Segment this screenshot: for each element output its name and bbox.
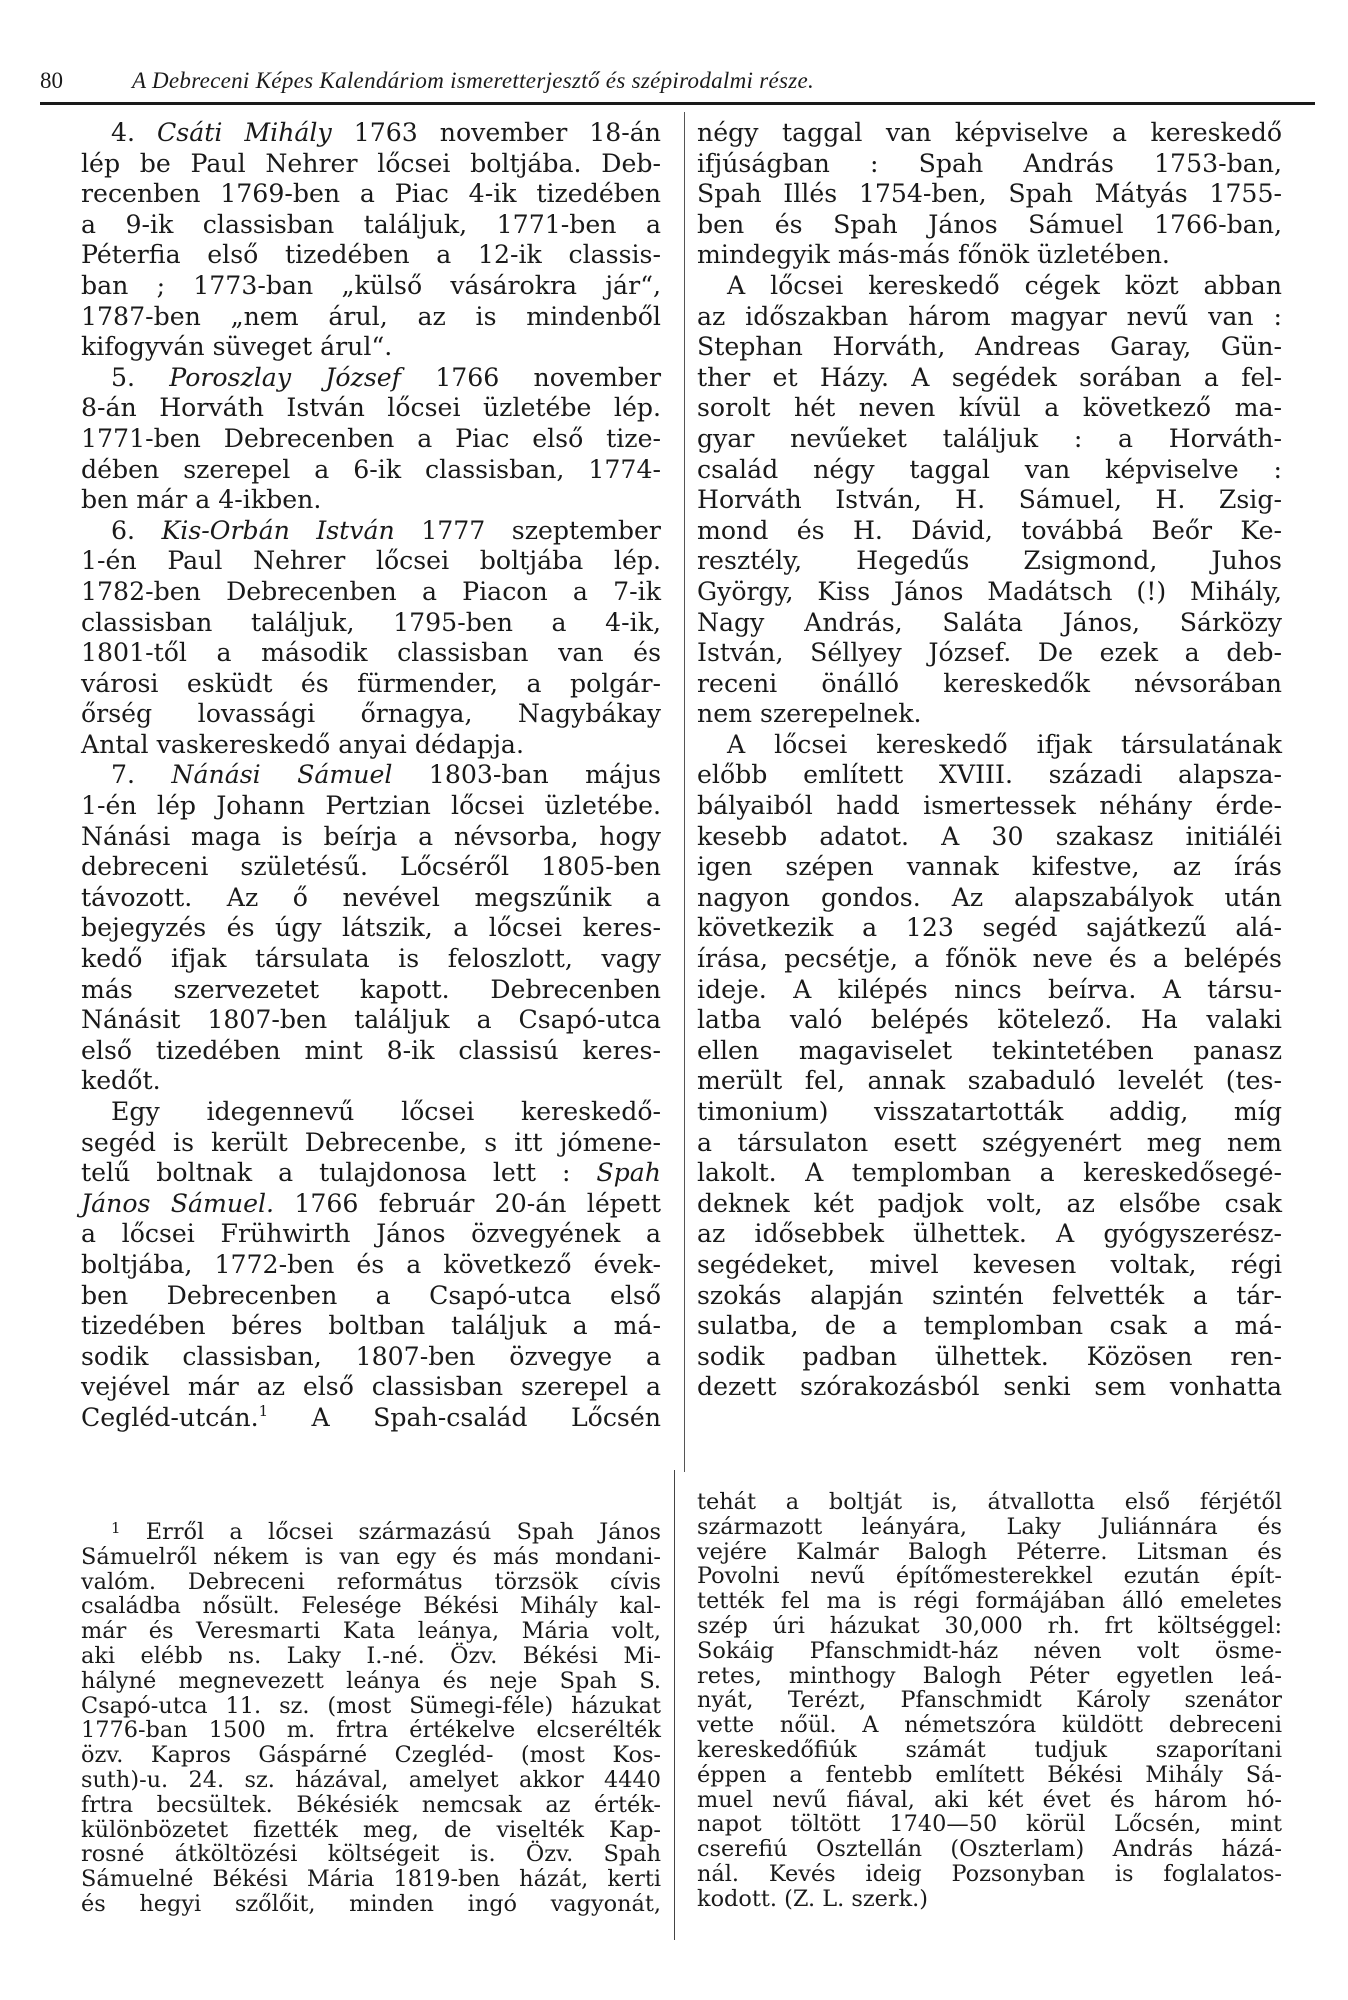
- text-run: Sámuelné Békési Mária 1819-ben házát, kerti: [81, 1866, 661, 1893]
- text-line: [81, 1005, 661, 1036]
- text-run: lép be Paul Nehrer lőcsei boltjába. Deb-: [81, 148, 661, 178]
- text-run: gyar nevűeket találjuk : a Horváth-: [697, 423, 1282, 453]
- italic-name: Kis-Orbán István: [161, 515, 395, 545]
- text-run: nagyon gondos. Az alapszabályok után: [697, 882, 1282, 912]
- text-run: családba nősült. Felesége Békési Mihály kal-: [81, 1593, 661, 1620]
- text-line: [81, 669, 661, 700]
- text-run: 1803-ban május: [392, 760, 662, 790]
- italic-name: János Sámuel.: [81, 1188, 275, 1218]
- text-line: [81, 149, 661, 180]
- text-run: Nánási maga is beírja a névsorba, hogy: [81, 821, 661, 851]
- text-run: ben Debrecenben a Csapó-utca első: [81, 1280, 661, 1310]
- text-line: [697, 1281, 1282, 1312]
- text-run: éppen a fentebb említett Békési Mihály Sá-: [697, 1761, 1282, 1788]
- text-line: [697, 424, 1282, 455]
- text-line: [697, 1219, 1282, 1250]
- text-run: a lőcsei Frühwirth János özvegyének a: [81, 1219, 661, 1249]
- text-run: telű boltnak a tulajdonosa lett :: [81, 1158, 597, 1188]
- text-line: [697, 1564, 1282, 1589]
- text-run: sorolt hét neven kívül a következő ma-: [697, 393, 1282, 423]
- text-run: sodik classisban, 1807-ben özvegye a: [81, 1341, 661, 1371]
- text-line: [697, 516, 1282, 547]
- text-line: [81, 1793, 661, 1818]
- text-line: [697, 1887, 1282, 1912]
- text-line: [81, 577, 661, 608]
- text-run: 1763 november 18-án: [331, 118, 661, 147]
- text-run: Egy idegennevű lőcsei kereskedő-: [111, 1097, 661, 1126]
- text-line: [81, 1594, 661, 1619]
- text-line: [697, 975, 1282, 1006]
- text-line: [81, 638, 661, 669]
- text-line: [81, 730, 661, 761]
- text-run: kesebb adatot. A 30 szakasz initiáléi: [697, 821, 1282, 851]
- text-line: [697, 883, 1282, 914]
- text-line: [81, 363, 661, 394]
- text-line: [697, 1515, 1282, 1540]
- text-run: 1766 február 20-án lépett: [274, 1188, 661, 1218]
- text-run: származott leányára, Laky Juliánnára és: [697, 1513, 1282, 1540]
- text-line: [81, 975, 661, 1006]
- text-run: receni önálló kereskedők névsorában: [697, 668, 1282, 698]
- text-run: classisban találjuk, 1795-ben a 4-ik,: [81, 607, 661, 637]
- text-run: az időszakban három magyar nevű van :: [697, 301, 1282, 331]
- text-run: Povolni nevű építőmesterekkel ezután épít-: [697, 1563, 1282, 1590]
- text-line: [81, 1281, 661, 1312]
- text-line: [81, 944, 661, 975]
- text-line: [81, 271, 661, 302]
- text-run: Nagy András, Saláta János, Sárközy: [697, 607, 1282, 637]
- text-line: [697, 944, 1282, 975]
- text-line: [697, 1066, 1282, 1097]
- text-line: [697, 1788, 1282, 1813]
- text-run: az idősebbek ülhettek. A gyógyszerész-: [697, 1219, 1282, 1249]
- text-line: [697, 1862, 1282, 1887]
- text-run: resztély, Hegedűs Zsigmond, Juhos: [697, 546, 1282, 576]
- text-run: ben már a 4-ikben.: [81, 485, 322, 515]
- text-run: kereskedőfiúk számát tudjuk szaporítani: [697, 1736, 1282, 1763]
- text-run: tették fel ma is régi formájában álló emeletes: [697, 1588, 1282, 1615]
- text-run: Stephan Horváth, Andreas Garay, Gün-: [697, 332, 1282, 362]
- text-line: [697, 455, 1282, 486]
- text-line: [697, 240, 1282, 271]
- text-line: [697, 546, 1282, 577]
- text-line: [81, 424, 661, 455]
- text-run: dezett szórakozásból senki sem vonhatta: [697, 1372, 1282, 1402]
- text-line: [81, 1311, 661, 1342]
- text-run: 1-én lép Johann Pertzian lőcsei üzletébe.: [81, 791, 661, 821]
- text-run: Sámuelről nékem is van egy és más mondani-: [81, 1543, 661, 1570]
- text-run: tizedében béres boltban találjuk a má-: [81, 1311, 661, 1341]
- text-line: [81, 1644, 661, 1669]
- text-run: 1776-ban 1500 m. frtra értékelve elcserélték: [81, 1717, 661, 1744]
- text-line: [81, 1036, 661, 1067]
- text-run: retes, minthogy Balogh Péter egyetlen leá-: [697, 1662, 1282, 1689]
- text-line: [697, 179, 1282, 210]
- text-run: Sokáig Pfanschmidt-ház néven volt ösme-: [697, 1637, 1282, 1664]
- text-run: ther et Házy. A segédek sorában a fel-: [697, 362, 1282, 392]
- text-run: 5.: [111, 362, 170, 392]
- text-run: 4.: [111, 118, 157, 147]
- text-run: és hegyi szőlőit, minden ingó vagyonát,: [81, 1890, 661, 1917]
- text-run: Antal vaskereskedő anyai dédapja.: [81, 729, 524, 759]
- text-line: [697, 669, 1282, 700]
- text-run: recenben 1769-ben a Piac 4-ik tizedében: [81, 179, 661, 209]
- text-run: muel nevű fiával, aki két évet és három hó-: [697, 1786, 1282, 1813]
- text-line: [81, 240, 661, 271]
- text-run: kedőt.: [81, 1066, 161, 1096]
- text-run: más szervezetet kapott. Debrecenben: [81, 974, 661, 1004]
- text-run: A Spah-család Lőcsén: [268, 1402, 661, 1432]
- text-run: ifjúságban : Spah András 1753-ban,: [697, 148, 1282, 178]
- text-run: 1777 szeptember: [394, 515, 661, 545]
- text-line: [81, 1718, 661, 1743]
- text-line: [697, 1036, 1282, 1067]
- text-line: [81, 1669, 661, 1694]
- footnote-column-divider: [674, 1470, 675, 1940]
- text-run: Péterfia első tizedében a 12-ik classis-: [81, 240, 661, 270]
- text-run: Spah Illés 1754-ben, Spah Mátyás 1755-: [697, 179, 1282, 209]
- text-run: vejére Kalmár Balogh Péterre. Litsman és: [697, 1538, 1282, 1565]
- text-line: [81, 1372, 661, 1403]
- text-line: [81, 1867, 661, 1892]
- text-line: [81, 1619, 661, 1644]
- text-run: Csapó-utca 11. sz. (most Sümegi-féle) házukat: [81, 1692, 661, 1719]
- text-line: [81, 1158, 661, 1189]
- text-line: [697, 913, 1282, 944]
- text-run: nyát, Terézt, Pfanschmidt Károly szenátor: [697, 1687, 1282, 1714]
- text-run: ben és Spah János Sámuel 1766-ban,: [697, 209, 1282, 239]
- text-run: segéd is került Debrecenbe, s itt jómene-: [81, 1127, 661, 1157]
- text-line: [697, 1664, 1282, 1689]
- text-run: Nánásit 1807-ben találjuk a Csapó-utca: [81, 1005, 661, 1035]
- left-column-body: [81, 118, 661, 1434]
- text-line: [81, 1694, 661, 1719]
- header-rule: [40, 102, 1315, 105]
- text-run: debreceni születésű. Lőcséről 1805-ben: [81, 852, 661, 882]
- text-run: rosné átköltözési költségeit is. Özv. Spah: [81, 1841, 661, 1868]
- text-line: [81, 455, 661, 486]
- text-run: nál. Kevés ideig Pozsonyban is foglalatos-: [697, 1860, 1282, 1887]
- text-run: mindegyik más-más főnök üzletében.: [697, 240, 1170, 270]
- column-divider: [684, 112, 685, 1472]
- text-line: [697, 363, 1282, 394]
- text-run: valóm. Debreceni református törzsök cívis: [81, 1568, 661, 1595]
- text-run: aki elébb ns. Laky I.-né. Özv. Békési Mi-: [81, 1642, 661, 1669]
- footnote-marker: 1: [258, 1401, 269, 1420]
- text-line: [697, 699, 1282, 730]
- text-run: latba való belépés kötelező. Ha valaki: [697, 1005, 1282, 1035]
- text-line: [697, 149, 1282, 180]
- text-run: 1766 november: [400, 362, 661, 392]
- text-run: különbözetet fizették meg, de viselték Kap-: [81, 1816, 661, 1843]
- text-run: városi esküdt és fürmender, a polgár-: [81, 668, 661, 698]
- text-line: [697, 1128, 1282, 1159]
- text-line: [697, 1372, 1282, 1403]
- italic-name: Spah: [596, 1158, 661, 1188]
- text-line: [81, 332, 661, 363]
- text-line: [697, 1589, 1282, 1614]
- text-run: első tizedében mint 8-ik classisú keres-: [81, 1035, 661, 1065]
- text-run: bályaiból hadd ismertessek néhány érde-: [697, 791, 1282, 821]
- text-line: [697, 393, 1282, 424]
- text-line: [81, 118, 661, 149]
- text-line: [81, 1097, 661, 1128]
- text-run: kedő ifjak társulata is feloszlott, vagy: [81, 944, 661, 974]
- text-line: [697, 1738, 1282, 1763]
- text-line: [81, 1545, 661, 1570]
- text-line: [81, 1219, 661, 1250]
- running-title: A Debreceni Képes Kalendáriom ismeretterjesztő és szépirodalmi része.: [132, 68, 815, 93]
- text-line: [81, 179, 661, 210]
- text-line: [81, 1342, 661, 1373]
- text-run: hályné megnevezett leánya és neje Spah S.: [81, 1667, 661, 1694]
- text-run: mond és H. Dávid, továbbá Beőr Ke-: [697, 515, 1282, 545]
- text-line: [81, 608, 661, 639]
- text-run: 1771-ben Debrecenben a Piac első tize-: [81, 423, 661, 453]
- text-line: [697, 608, 1282, 639]
- text-run: 1801-től a második classisban van és: [81, 638, 661, 668]
- text-run: ellen magaviselet tekintetében panasz: [697, 1035, 1282, 1065]
- text-line: [81, 699, 661, 730]
- text-run: már és Veresmarti Kata leánya, Mária volt,: [81, 1618, 661, 1645]
- text-line: [81, 1892, 661, 1917]
- text-line: [81, 546, 661, 577]
- text-run: ban ; 1773-ban „külső vásárokra jár“,: [81, 270, 661, 300]
- page-number: 80: [40, 68, 63, 93]
- italic-name: Nánási Sámuel: [171, 760, 393, 790]
- text-run: sodik padban ülhettek. Közösen ren-: [697, 1341, 1282, 1371]
- text-run: család négy taggal van képviselve :: [697, 454, 1282, 484]
- text-run: napot töltött 1740—50 körül Lőcsén, mint: [697, 1811, 1282, 1838]
- text-run: őrség lovassági őrnagya, Nagybákay: [81, 699, 661, 729]
- text-run: 8-án Horváth István lőcsei üzletébe lép.: [81, 393, 661, 423]
- text-run: frtra becsültek. Békésiék nemcsak az érték-: [81, 1791, 661, 1818]
- text-line: [81, 822, 661, 853]
- text-run: kodott. (Z. L. szerk.): [697, 1885, 928, 1912]
- text-run: szép úri házukat 30,000 rh. frt költséggel:: [697, 1612, 1282, 1639]
- text-run: vette nőül. A németszóra küldött debreceni: [697, 1712, 1282, 1739]
- text-line: [697, 1614, 1282, 1639]
- text-run: előbb említett XVIII. századi alapsza-: [697, 760, 1282, 790]
- text-line: [81, 210, 661, 241]
- text-line: [697, 577, 1282, 608]
- text-run: 1-én Paul Nehrer lőcsei boltjába lép.: [81, 546, 661, 576]
- text-line: [697, 1713, 1282, 1738]
- italic-name: Poroszlay József: [169, 362, 401, 392]
- text-run: cserefiú Osztellán (Oszterlam) András házá-: [697, 1836, 1282, 1863]
- text-line: [81, 302, 661, 333]
- text-run: kifogyván süveget árul“.: [81, 332, 393, 362]
- text-line: [81, 1768, 661, 1793]
- text-run: írása, pecsétje, a főnök neve és a belépés: [697, 944, 1282, 974]
- text-line: [697, 760, 1282, 791]
- text-run: deknek két padjok volt, az elsőbe csak: [697, 1188, 1282, 1218]
- text-line: [81, 913, 661, 944]
- text-line: [81, 393, 661, 424]
- text-run: segédeket, mivel kevesen voltak, régi: [697, 1249, 1282, 1279]
- text-run: suth)-u. 24. sz. házával, amelyet akkor 4440: [81, 1766, 661, 1793]
- text-run: a társulaton esett szégyenért meg nem: [697, 1127, 1282, 1157]
- text-line: [697, 1639, 1282, 1664]
- text-line: [81, 1128, 661, 1159]
- text-run: lakolt. A templomban a kereskedősegé-: [697, 1158, 1282, 1188]
- text-line: [697, 791, 1282, 822]
- text-line: [697, 638, 1282, 669]
- text-run: Erről a lőcsei származású Spah János: [120, 1519, 661, 1545]
- text-line: [697, 332, 1282, 363]
- text-line: [81, 1818, 661, 1843]
- text-line: [697, 1490, 1282, 1515]
- text-run: bejegyzés és úgy látszik, a lőcsei keres-: [81, 913, 661, 943]
- text-line: [697, 852, 1282, 883]
- text-run: Cegléd-utcán.: [81, 1402, 259, 1432]
- text-run: sulatba, de a templomban csak a má-: [697, 1311, 1282, 1341]
- text-line: [697, 730, 1282, 761]
- text-line: [697, 1311, 1282, 1342]
- text-line: [697, 1837, 1282, 1862]
- text-run: igen szépen vannak kifestve, az írás: [697, 852, 1282, 882]
- text-line: [697, 302, 1282, 333]
- text-line: [697, 1158, 1282, 1189]
- text-run: négy taggal van képviselve a kereskedő: [697, 118, 1282, 147]
- text-line: [81, 852, 661, 883]
- text-line: [81, 1250, 661, 1281]
- text-line: [81, 883, 661, 914]
- text-run: nem szerepelnek.: [697, 699, 922, 729]
- text-line: [81, 1520, 661, 1545]
- text-line: [697, 271, 1282, 302]
- text-line: [81, 516, 661, 547]
- text-line: [697, 118, 1282, 149]
- text-line: [697, 1097, 1282, 1128]
- text-run: következik a 123 segéd sajátkezű alá-: [697, 913, 1282, 943]
- text-run: boltjába, 1772-ben és a következő évek-: [81, 1249, 661, 1279]
- text-run: István, Séllyey József. De ezek a deb-: [697, 638, 1282, 668]
- left-footnote: [81, 1520, 661, 1917]
- text-run: dében szerepel a 6-ik classisban, 1774-: [81, 454, 661, 484]
- right-column-body: [697, 118, 1282, 1403]
- text-line: [81, 1189, 661, 1220]
- text-run: szokás alapján szintén felvették a tár-: [697, 1280, 1282, 1310]
- footnote-marker: 1: [111, 1519, 121, 1537]
- right-footnote-continuation: [697, 1490, 1282, 1912]
- page-header: [40, 62, 1310, 102]
- text-run: a 9-ik classisban találjuk, 1771-ben a: [81, 209, 661, 239]
- text-run: tehát a boltját is, átvallotta első férjétől: [697, 1489, 1282, 1515]
- text-run: 1782-ben Debrecenben a Piacon a 7-ik: [81, 576, 661, 606]
- text-run: merült fel, annak szabaduló levelét (tes-: [697, 1066, 1282, 1096]
- text-line: [81, 1403, 661, 1434]
- text-line: [81, 1570, 661, 1595]
- text-line: [697, 1342, 1282, 1373]
- text-run: 7.: [111, 760, 172, 790]
- text-line: [81, 1743, 661, 1768]
- text-run: timonium) visszatartották addig, míg: [697, 1097, 1282, 1126]
- text-line: [697, 210, 1282, 241]
- italic-name: Csáti Mihály: [157, 118, 332, 147]
- text-run: A lőcsei kereskedő cégek közt abban: [727, 270, 1282, 300]
- text-line: [81, 791, 661, 822]
- text-line: [697, 485, 1282, 516]
- text-line: [81, 485, 661, 516]
- text-line: [697, 1812, 1282, 1837]
- text-run: 1787-ben „nem árul, az is mindenből: [81, 301, 661, 331]
- text-line: [81, 1842, 661, 1867]
- text-run: ideje. A kilépés nincs beírva. A társu-: [697, 974, 1282, 1004]
- text-line: [697, 1763, 1282, 1788]
- text-line: [697, 1688, 1282, 1713]
- text-line: [697, 1005, 1282, 1036]
- text-run: A lőcsei kereskedő ifjak társulatának: [727, 729, 1282, 759]
- text-line: [697, 1540, 1282, 1565]
- text-run: György, Kiss János Madátsch (!) Mihály,: [697, 576, 1282, 606]
- text-run: vejével már az első classisban szerepel a: [81, 1372, 661, 1402]
- text-run: Horváth István, H. Sámuel, H. Zsig-: [697, 485, 1282, 515]
- text-line: [81, 1066, 661, 1097]
- text-line: [81, 760, 661, 791]
- text-run: 6.: [111, 515, 162, 545]
- text-line: [697, 1250, 1282, 1281]
- text-line: [697, 1189, 1282, 1220]
- text-run: özv. Kapros Gáspárné Czegléd- (most Kos-: [81, 1742, 661, 1769]
- text-line: [697, 822, 1282, 853]
- text-run: távozott. Az ő nevével megszűnik a: [81, 882, 661, 912]
